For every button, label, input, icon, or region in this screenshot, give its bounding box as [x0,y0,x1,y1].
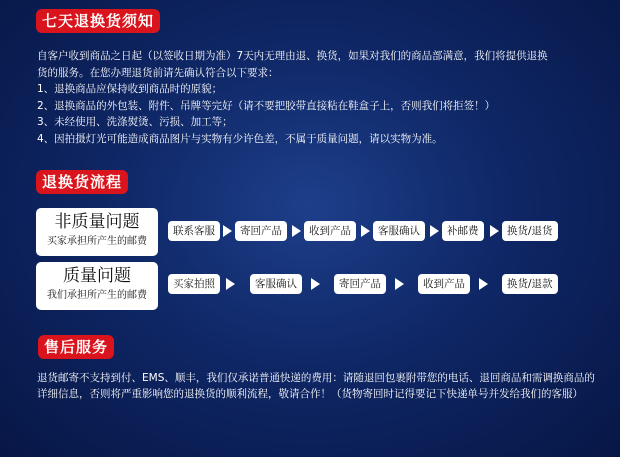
quality-subtitle: 我们承担所产生的邮费 [47,290,147,301]
notice-rule-1: 1、退换商品应保持收到商品时的原貌； [37,83,223,95]
flow2-step-exchange-refund: 换货/退款 [502,274,558,294]
notice-rule-2: 2、退换商品的外包装、附件、吊牌等完好（请不要把胶带直接粘在鞋盒子上，否则我们将拒签！） [37,99,496,112]
aftersale-section-title: 售后服务 [38,335,114,359]
arrow-right-icon [361,225,370,237]
quality-box [36,262,158,310]
notice-text [37,48,597,147]
flow2-step-received: 收到产品 [418,274,470,294]
arrow-right-icon [395,278,404,290]
quality-title: 质量问题 [63,266,131,286]
arrow-right-icon [311,278,320,290]
process-section-title: 退换货流程 [36,170,128,194]
flow2-step-service-confirm: 客服确认 [250,274,302,294]
non-quality-box [36,208,158,256]
arrow-right-icon [479,278,488,290]
flow1-step-send-back: 寄回产品 [235,221,287,241]
arrow-right-icon [223,225,232,237]
notice-section-title: 七天退换货须知 [36,9,160,33]
non-quality-subtitle: 买家承担所产生的邮费 [47,236,147,247]
notice-line: 货的服务。在您办理退货前请先确认符合以下要求： [37,66,279,79]
flow1-step-received: 收到产品 [304,221,356,241]
flow1-step-service-confirm: 客服确认 [373,221,425,241]
arrow-right-icon [430,225,439,237]
non-quality-title: 非质量问题 [54,212,140,232]
arrow-right-icon [226,278,235,290]
notice-rule-3: 3、未经使用、洗涤熨烫、污损、加工等； [37,116,233,128]
notice-line: 自客户收到商品之日起（以签收日期为准）7天内无理由退、换货，如果对我们的商品部满意，我们将提供退换 [37,50,548,62]
arrow-right-icon [292,225,301,237]
flow2-step-send-back: 寄回产品 [334,274,386,294]
flow2-step-buyer-photo: 买家拍照 [168,274,220,294]
flow1-step-contact-service: 联系客服 [168,221,220,241]
aftersale-text: 退货邮寄不支持到付、EMS、顺丰，我们仅承诺普通快递的费用：请随退回包裹附带您的电话、退回商品和需调换商品的详细信息，否则将严重影响您的退换货的顺利流程，敬请合作！（货物寄回时记得要记下快递单号并发给我们的客服） [37,372,595,400]
flow1-step-exchange-return: 换货/退货 [502,221,558,241]
arrow-right-icon [490,225,499,237]
notice-rule-4: 4、因拍摄灯光可能造成商品图片与实物有少许色差，不属于质量问题，请以实物为准。 [37,132,443,145]
flow1-step-extra-postage: 补邮费 [442,221,484,241]
